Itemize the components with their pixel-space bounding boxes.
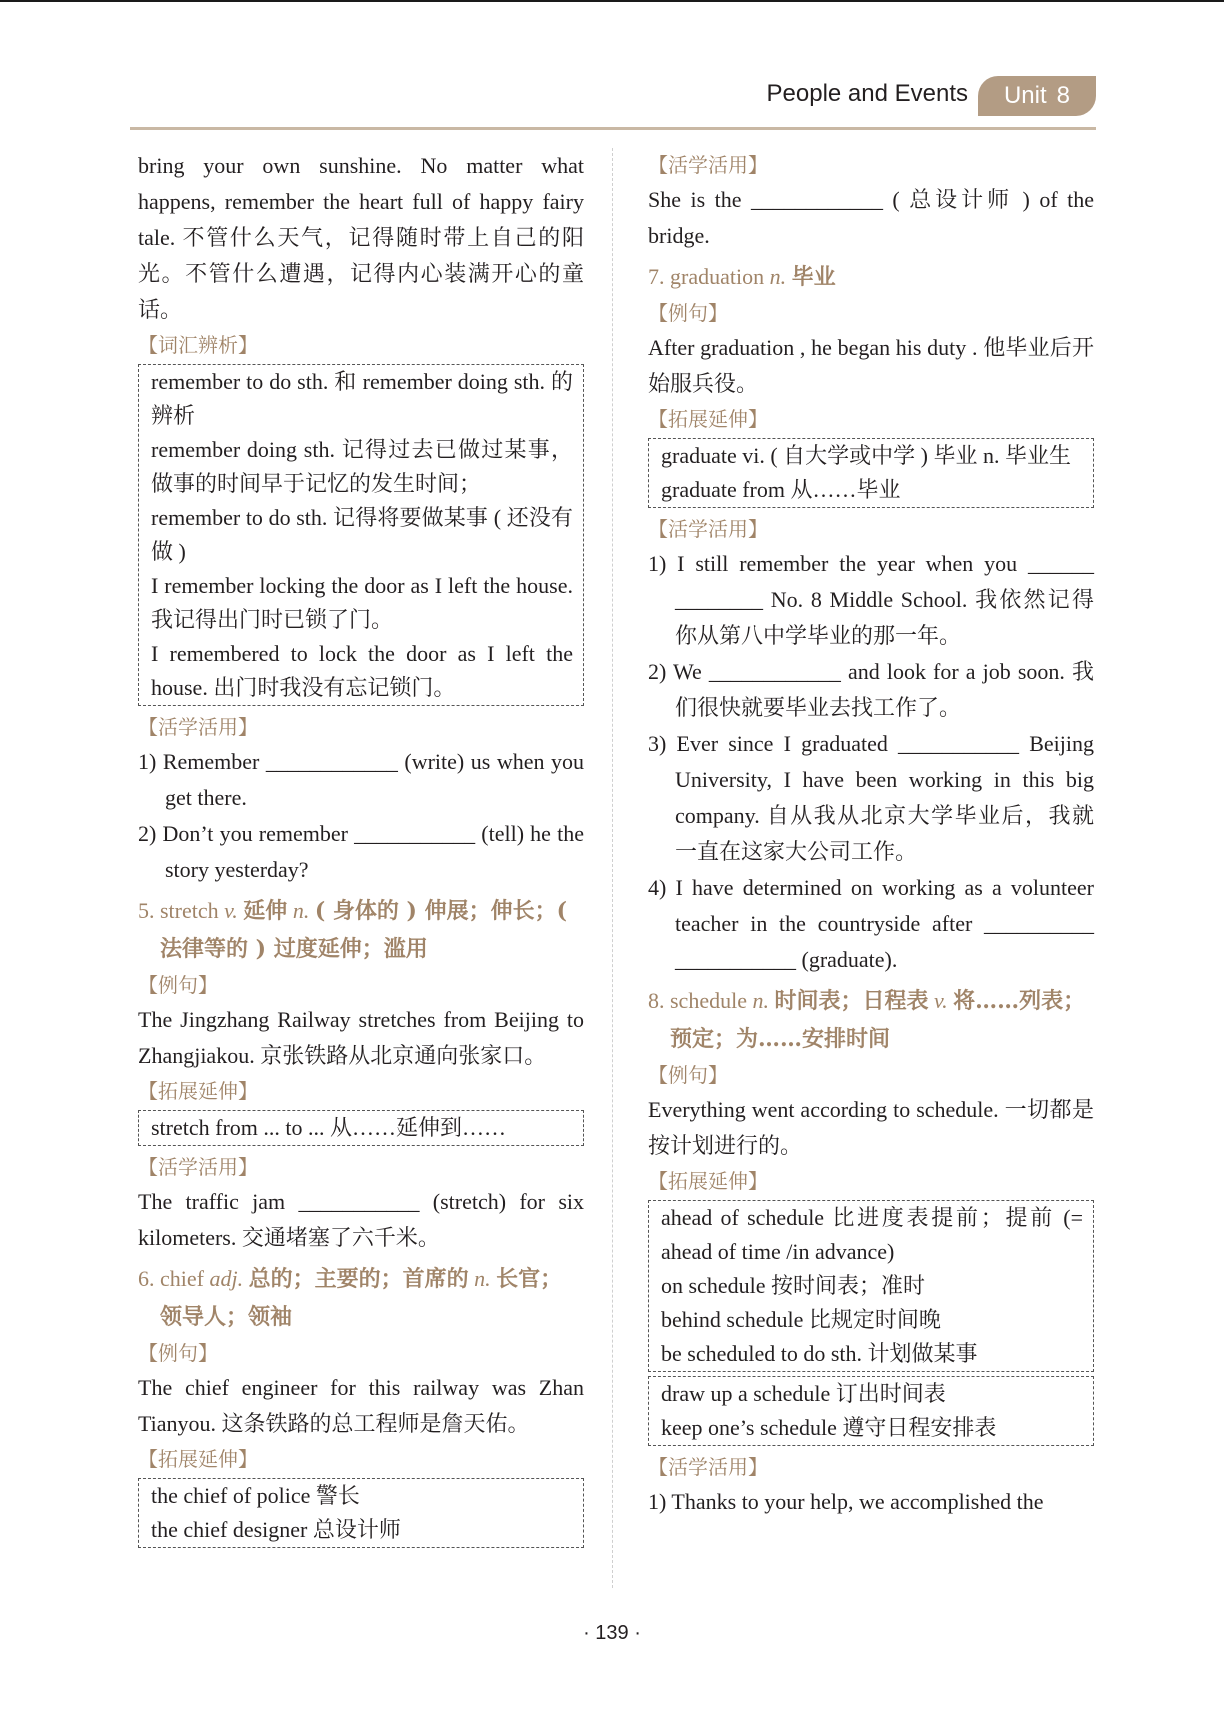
tag-example: 【例句】 xyxy=(648,301,728,325)
box-line: behind schedule 比规定时间晚 xyxy=(661,1307,941,1332)
entry-meaning: 总的；主要的；首席的 xyxy=(248,1266,469,1292)
box-line: remember to do sth. 记得将要做某事 ( 还没有做 ) xyxy=(151,505,573,564)
entry-chief xyxy=(138,1260,584,1336)
tag-extend: 【拓展延伸】 xyxy=(138,1447,258,1471)
entry-pos: v. xyxy=(224,898,238,923)
vocab-analysis-box xyxy=(138,364,584,706)
extend-box xyxy=(138,1478,584,1548)
example-sentence: Everything went according to schedule. 一切都是按计划进行的。 xyxy=(648,1097,1094,1158)
extend-box xyxy=(138,1110,584,1146)
entry-meaning: 时间表；日程表 xyxy=(774,988,929,1014)
extend-box xyxy=(648,438,1094,508)
practice-item: 4) I have determined on working as a volunteer teacher in the countryside after __________ ___________ (graduate). xyxy=(648,875,1094,972)
entry-pos: n. xyxy=(752,988,769,1013)
extend-box xyxy=(648,1200,1094,1372)
unit-badge xyxy=(978,76,1096,116)
intro-paragraph: bring your own sunshine. No matter what happens, remember the heart full of happy fairy tale. 不管什么天气，记得随时带上自己的阳光。不管什么遭遇，记得内心装满开心的童话。 xyxy=(138,153,584,322)
tag-example: 【例句】 xyxy=(648,1063,728,1087)
practice-item: 2) We ____________ and look for a job soon. 我们很快就要毕业去找工作了。 xyxy=(648,659,1094,720)
box-line: on schedule 按时间表；准时 xyxy=(661,1273,925,1298)
entry-pos: n. xyxy=(769,264,787,289)
practice-item: She is the ____________ ( 总设计师 ) of the bridge. xyxy=(648,187,1094,248)
entry-meaning: ( 身体的 ) 伸展；伸长；( 法律等的 ) 过度延伸；滥用 xyxy=(160,898,568,962)
box-line: keep one’s schedule 遵守日程安排表 xyxy=(661,1415,997,1440)
entry-headword: 7. graduation xyxy=(648,264,765,289)
entry-headword: 6. chief xyxy=(138,1266,204,1291)
tag-example: 【例句】 xyxy=(138,973,218,997)
box-line: graduate from 从……毕业 xyxy=(661,477,901,502)
tag-practice: 【活学活用】 xyxy=(648,1455,768,1479)
example-sentence: After graduation , he began his duty . 他毕业后开始服兵役。 xyxy=(648,335,1094,396)
tag-practice: 【活学活用】 xyxy=(648,153,768,177)
right-column xyxy=(648,148,1094,1520)
entry-headword: 5. stretch xyxy=(138,898,219,923)
box-line: graduate vi. ( 自大学或中学 ) 毕业 n. 毕业生 xyxy=(661,443,1071,468)
tag-extend: 【拓展延伸】 xyxy=(648,1169,768,1193)
tag-example: 【例句】 xyxy=(138,1341,218,1365)
entry-schedule xyxy=(648,982,1094,1058)
section-title: People and Events xyxy=(766,80,968,107)
tag-practice: 【活学活用】 xyxy=(138,1155,258,1179)
tag-extend: 【拓展延伸】 xyxy=(138,1079,258,1103)
tag-extend: 【拓展延伸】 xyxy=(648,407,768,431)
example-sentence: The Jingzhang Railway stretches from Beijing to Zhangjiakou. 京张铁路从北京通向张家口。 xyxy=(138,1007,584,1068)
box-line: I remember locking the door as I left the house. 我记得出门时已锁了门。 xyxy=(151,573,573,632)
practice-item: The traffic jam ___________ (stretch) for six kilometers. 交通堵塞了六千米。 xyxy=(138,1189,584,1250)
extend-box xyxy=(648,1376,1094,1446)
box-line: the chief of police 警长 xyxy=(151,1483,360,1508)
practice-item: 1) I still remember the year when you ______ ________ No. 8 Middle School. 我依然记得你从第八中学毕业的那一年。 xyxy=(648,551,1094,648)
entry-meaning: 毕业 xyxy=(791,264,836,290)
entry-pos: n. xyxy=(292,898,310,923)
left-column xyxy=(138,148,584,1552)
top-border xyxy=(0,0,1224,2)
entry-graduation xyxy=(648,258,1094,296)
box-line: ahead of schedule 比进度表提前；提前 (= ahead of time /in advance) xyxy=(661,1205,1083,1264)
entry-pos: v. xyxy=(933,988,948,1013)
practice-item: 1) Thanks to your help, we accomplished the xyxy=(648,1489,1044,1514)
box-line: stretch from ... to ... 从……延伸到…… xyxy=(151,1115,507,1140)
entry-pos: adj. xyxy=(209,1266,244,1291)
box-line: I remembered to lock the door as I left the house. 出门时我没有忘记锁门。 xyxy=(151,641,573,700)
box-line: draw up a schedule 订出时间表 xyxy=(661,1381,946,1406)
unit-label: Unit xyxy=(1003,82,1047,109)
box-line: remember doing sth. 记得过去已做过某事，做事的时间早于记忆的发生时间； xyxy=(151,437,573,496)
practice-item: 3) Ever since I graduated ___________ Beijing University, I have been working in this big company. 自从我从北京大学毕业后，我就一直在这家大公司工作。 xyxy=(648,731,1094,864)
unit-number: 8 xyxy=(1056,82,1071,109)
box-line: be scheduled to do sth. 计划做某事 xyxy=(661,1341,978,1366)
header-rule xyxy=(130,127,1096,130)
practice-item: 2) Don’t you remember ___________ (tell) he the story yesterday? xyxy=(138,821,584,882)
box-line: remember to do sth. 和 remember doing sth. 的辨析 xyxy=(151,369,573,428)
page-number: · 139 · xyxy=(583,1622,641,1644)
practice-item: 1) Remember ____________ (write) us when you get there. xyxy=(138,749,584,810)
column-divider xyxy=(612,148,613,1588)
example-sentence: The chief engineer for this railway was Zhan Tianyou. 这条铁路的总工程师是詹天佑。 xyxy=(138,1375,584,1436)
tag-vocab-analysis: 【词汇辨析】 xyxy=(138,333,258,357)
entry-meaning: 将……列表；预定；为……安排时间 xyxy=(670,988,1086,1052)
entry-meaning: 长官；领导人；领袖 xyxy=(160,1266,563,1330)
entry-meaning: 延伸 xyxy=(243,898,288,924)
entry-pos: n. xyxy=(474,1266,491,1291)
tag-practice: 【活学活用】 xyxy=(138,715,258,739)
entry-stretch xyxy=(138,892,584,968)
box-line: the chief designer 总设计师 xyxy=(151,1517,401,1542)
entry-headword: 8. schedule xyxy=(648,988,747,1013)
tag-practice: 【活学活用】 xyxy=(648,517,768,541)
